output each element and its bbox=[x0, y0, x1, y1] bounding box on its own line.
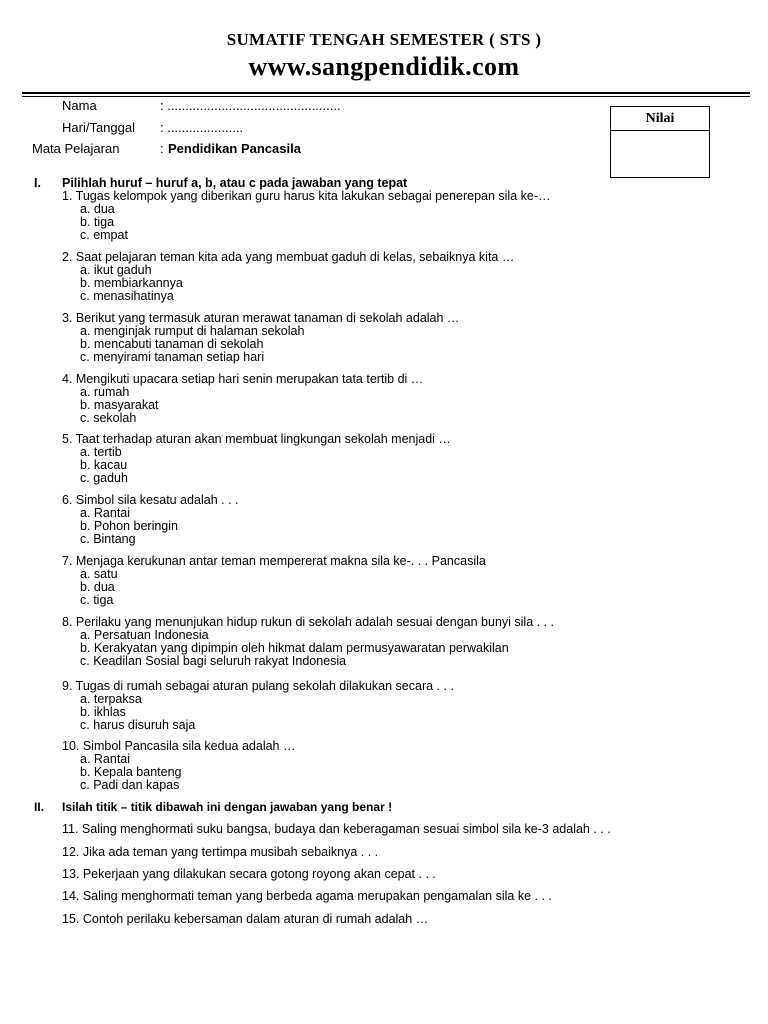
nama-field[interactable]: : ................................................ bbox=[160, 98, 341, 113]
header-divider bbox=[22, 92, 750, 94]
option-c[interactable]: c. menyirami tanaman setiap hari bbox=[80, 350, 265, 364]
option-c[interactable]: c. sekolah bbox=[80, 411, 137, 425]
question-8 bbox=[62, 616, 554, 668]
question-12: 12. Jika ada teman yang tertimpa musibah sebaiknya . . . bbox=[62, 845, 379, 859]
section-1-instruction: Pilihlah huruf – huruf a, b, atau c pada jawaban yang tepat bbox=[62, 176, 408, 190]
question-4 bbox=[62, 373, 423, 425]
question-text: 10. Simbol Pancasila sila kedua adalah … bbox=[62, 739, 296, 753]
header-divider-thin bbox=[22, 96, 750, 97]
option-b[interactable]: b. mencabuti tanaman di sekolah bbox=[80, 337, 264, 351]
document-header bbox=[0, 30, 768, 82]
option-a[interactable]: a. ikut gaduh bbox=[80, 263, 152, 277]
mapel-colon: : bbox=[160, 141, 164, 156]
section-2-heading bbox=[34, 800, 734, 816]
option-c[interactable]: c. harus disuruh saja bbox=[80, 718, 196, 732]
question-text: 1. Tugas kelompok yang diberikan guru harus kita lakukan sebagai penerepan sila ke-… bbox=[62, 189, 551, 203]
question-6 bbox=[62, 494, 238, 546]
nilai-box bbox=[610, 106, 710, 178]
option-b[interactable]: b. tiga bbox=[80, 215, 115, 229]
question-13: 13. Pekerjaan yang dilakukan secara gotong royong akan cepat . . . bbox=[62, 867, 436, 881]
nama-label: Nama bbox=[62, 98, 97, 113]
nilai-score-area[interactable] bbox=[611, 131, 709, 177]
option-b[interactable]: b. ikhlas bbox=[80, 705, 126, 719]
option-a[interactable]: a. dua bbox=[80, 202, 115, 216]
option-b[interactable]: b. Kepala banteng bbox=[80, 765, 182, 779]
tanggal-label: Hari/Tanggal bbox=[62, 120, 135, 135]
question-1 bbox=[62, 190, 551, 242]
website-url: www.sangpendidik.com bbox=[248, 52, 520, 81]
option-a[interactable]: a. menginjak rumput di halaman sekolah bbox=[80, 324, 305, 338]
question-5 bbox=[62, 433, 451, 485]
option-a[interactable]: a. satu bbox=[80, 567, 118, 581]
option-b[interactable]: b. membiarkannya bbox=[80, 276, 183, 290]
option-b[interactable]: b. masyarakat bbox=[80, 398, 159, 412]
option-b[interactable]: b. kacau bbox=[80, 458, 128, 472]
option-a[interactable]: a. rumah bbox=[80, 385, 130, 399]
question-7 bbox=[62, 555, 486, 607]
option-c[interactable]: c. tiga bbox=[80, 593, 114, 607]
question-text: 7. Menjaga kerukunan antar teman mempererat makna sila ke-. . . Pancasila bbox=[62, 554, 486, 568]
section-2-number: II. bbox=[34, 800, 45, 814]
question-15: 15. Contoh perilaku kebersaman dalam aturan di rumah adalah … bbox=[62, 912, 429, 926]
question-text: 8. Perilaku yang menunjukan hidup rukun di sekolah adalah sesuai dengan bunyi sila . . . bbox=[62, 615, 554, 629]
tanggal-field[interactable]: : ..................... bbox=[160, 120, 244, 135]
exam-title: SUMATIF TENGAH SEMESTER ( STS ) bbox=[226, 30, 542, 49]
option-b[interactable]: b. dua bbox=[80, 580, 115, 594]
option-c[interactable]: c. Padi dan kapas bbox=[80, 778, 180, 792]
question-text: 2. Saat pelajaran teman kita ada yang membuat gaduh di kelas, sebaiknya kita … bbox=[62, 250, 515, 264]
question-2 bbox=[62, 251, 514, 303]
question-text: 5. Taat terhadap aturan akan membuat lingkungan sekolah menjadi … bbox=[62, 432, 451, 446]
question-text: 9. Tugas di rumah sebagai aturan pulang sekolah dilakukan secara . . . bbox=[62, 679, 454, 693]
nilai-label: Nilai bbox=[611, 107, 709, 131]
question-text: 6. Simbol sila kesatu adalah . . . bbox=[62, 493, 239, 507]
question-text: 3. Berikut yang termasuk aturan merawat tanaman di sekolah adalah … bbox=[62, 311, 460, 325]
option-b[interactable]: b. Kerakyatan yang dipimpin oleh hikmat dalam permusyawaratan perwakilan bbox=[80, 641, 509, 655]
mapel-value: Pendidikan Pancasila bbox=[168, 141, 301, 156]
section-2-instruction: Isilah titik – titik dibawah ini dengan jawaban yang benar ! bbox=[62, 800, 393, 814]
option-a[interactable]: a. Rantai bbox=[80, 506, 131, 520]
option-c[interactable]: c. gaduh bbox=[80, 471, 128, 485]
mapel-label: Mata Pelajaran bbox=[32, 141, 120, 156]
option-a[interactable]: a. Rantai bbox=[80, 752, 131, 766]
question-9 bbox=[62, 680, 454, 732]
option-c[interactable]: c. empat bbox=[80, 228, 128, 242]
section-1-number: I. bbox=[34, 176, 41, 190]
option-b[interactable]: b. Pohon beringin bbox=[80, 519, 178, 533]
option-c[interactable]: c. Bintang bbox=[80, 532, 136, 546]
option-a[interactable]: a. Persatuan Indonesia bbox=[80, 628, 209, 642]
question-3 bbox=[62, 312, 459, 364]
option-a[interactable]: a. terpaksa bbox=[80, 692, 142, 706]
option-c[interactable]: c. Keadilan Sosial bagi seluruh rakyat Indonesia bbox=[80, 654, 347, 668]
question-14: 14. Saling menghormati teman yang berbeda agama merupakan pengamalan sila ke . . . bbox=[62, 889, 552, 903]
question-10 bbox=[62, 740, 295, 792]
question-text: 4. Mengikuti upacara setiap hari senin merupakan tata tertib di … bbox=[62, 372, 424, 386]
option-c[interactable]: c. menasihatinya bbox=[80, 289, 174, 303]
question-11: 11. Saling menghormati suku bangsa, budaya dan keberagaman sesuai simbol sila ke-3 adalah . . . bbox=[62, 822, 611, 836]
option-a[interactable]: a. tertib bbox=[80, 445, 122, 459]
